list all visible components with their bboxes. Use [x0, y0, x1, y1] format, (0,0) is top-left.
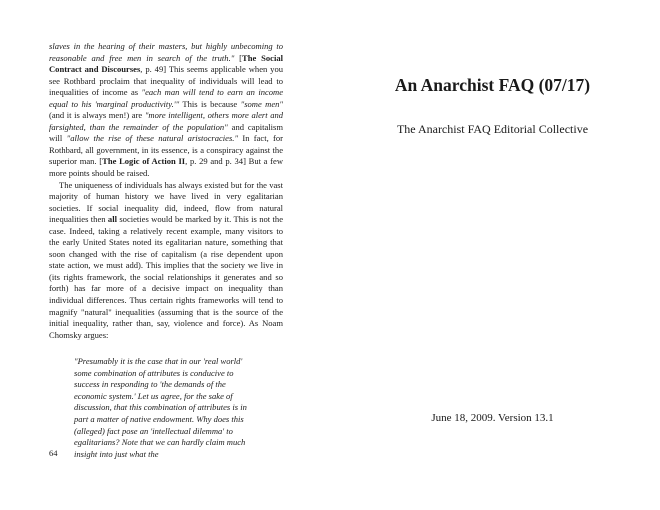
left-page — [49, 41, 283, 460]
emphasis-all: all — [107, 214, 117, 225]
book-title-social-contract: The Social Contract and Discourses — [49, 52, 284, 75]
rothbard-quote-intelligent: "more intelligent, others more alert and farsighted, than the remainder of the population" — [49, 110, 284, 132]
rothbard-quote-some-men: "some men" — [240, 98, 284, 109]
document-date-version: June 18, 2009. Version 13.1 — [431, 412, 554, 424]
rothbard-quote-income: "each man will tend to earn an income equal to his 'marginal productivity.'" — [49, 87, 283, 109]
rothbard-quote-aristocracies: "allow the rise of these natural aristocracies." — [66, 133, 239, 144]
rousseau-quote-end: slaves in the hearing of their masters, but highly unbecoming to reasonable and free men in search of the truth." — [49, 41, 283, 63]
book-title-logic-of-action: The Logic of Action II — [102, 156, 186, 167]
document-title: An Anarchist FAQ (07/17) — [394, 75, 591, 95]
paragraph-rothbard: slaves in the hearing of their masters, but highly unbecoming to reasonable and free men in search of the truth." [The Social Contract and Discourses, p. 49] This seems applicable when you see Rothbard proclaim that inequality of individuals will lead to inequalities of income as "each man will tend to earn an income equal to his 'marginal productivity.'" This is because "some men" (and it is always men!) are "more intelligent, others more alert and farsighted, than the remainder of the population" and capitalism will "allow the rise of these natural aristocracies." In fact, for Rothbard, all government, in its essence, is a conspiracy against the superior man. [The Logic of Action II, p. 29 and p. 34] But a few more points should be raised. — [49, 41, 284, 179]
paragraph-uniqueness: The uniqueness of individuals has always existed but for the vast majority of human history we have lived in very egalitarian societies. If social inequality did, indeed, flow from natural inequalities then all societies would be marked by it. This is not the case. Indeed, taking a relatively recent example, many visitors to the early United States noted its egalitarian nature, something that soon changed with the rise of capitalism (a rise dependent upon state action, we must add). This implies that the society we live in (its rights framework, the social relationships it generates and so forth) has far more of a decisive impact on inequality than individual differences. Thus certain rights frameworks will tend to magnify "natural" inequalities (assuming that is the source of the initial inequality, rather than, say, violence and force). As Noam Chomsky argues: — [49, 179, 283, 340]
document-author: The Anarchist FAQ Editorial Collective — [396, 122, 589, 136]
page-number: 64 — [49, 448, 58, 458]
chomsky-blockquote: "Presumably it is the case that in our 'real world' some combination of attributes is conducive to success in responding to 'the demands of the economic system.' Let us agree, for the sake of discussion, that this combination of attributes is in part a matter of native endowment. Why does this (alleged) fact pose an 'intellectual dilemma' to egalitarians? Note that we can hardly claim much insight into just what the — [74, 356, 247, 459]
